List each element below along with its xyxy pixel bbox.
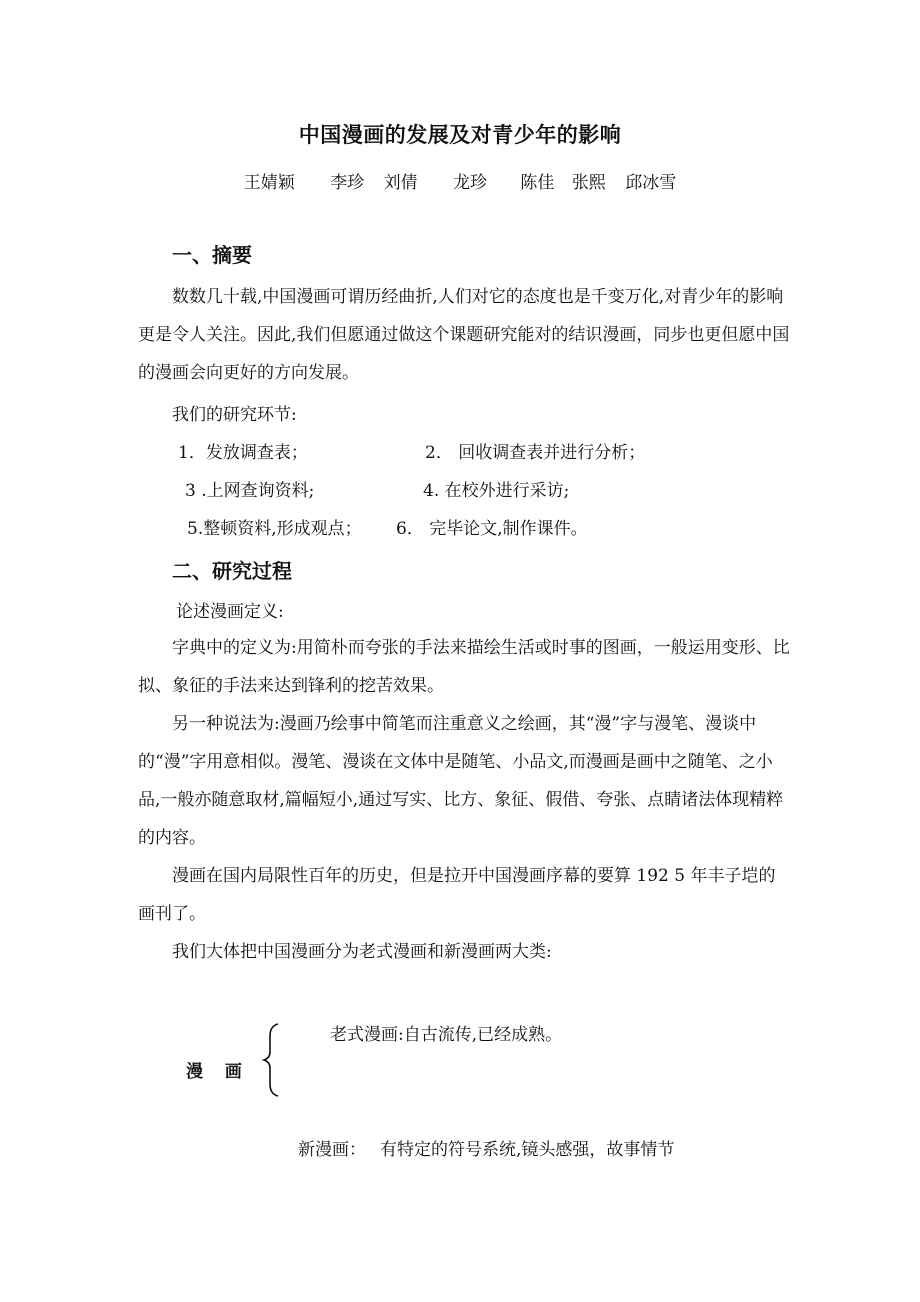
step-item: 2． 回收调查表并进行分析；: [425, 443, 646, 463]
new-comic-label: 新漫画：: [298, 1140, 366, 1160]
author-name: 陈佳: [520, 173, 555, 193]
author-name: 刘倩: [383, 173, 418, 193]
section-heading-process: 二、研究过程: [172, 559, 292, 583]
section-heading-abstract: 一、摘要: [172, 243, 252, 267]
definition-paragraph-2: 另一种说法为:漫画乃绘事中简笔而注重意义之绘画，其“漫”字与漫笔、漫谈中的“漫”字用意相似。漫笔、漫谈在文体中是随笔、小品文,而漫画是画中之随笔、之小品,一般亦随意取材,篇幅短小,通过写实、比方、象征、假借、夸张、点睛诸法体现精粹的内容。: [138, 714, 784, 848]
step-item: 3 .上网查询资料;: [185, 481, 315, 501]
author-list: [0, 168, 920, 193]
step-item: 1．发放调查表；: [178, 443, 308, 463]
author-name: 张熙: [571, 173, 606, 193]
step-item: 6． 完毕论文,制作课件。: [396, 519, 588, 539]
comic-category-label: 漫 画: [186, 1062, 250, 1082]
definition-paragraph-1: 字典中的定义为:用简朴而夸张的手法来描绘生活或时事的图画，一般运用变形、比拟、象征的手法来达到锋利的挖苦效果。: [138, 638, 790, 696]
document-title: 中国漫画的发展及对青少年的影响: [298, 123, 622, 147]
author-name: 王婧颖: [243, 173, 295, 193]
author-name: 龙珍: [453, 173, 487, 193]
history-paragraph: 漫画在国内局限性百年的历史，但是拉开中国漫画序幕的要算 192 5 年丰子垲的画刊了。: [138, 866, 776, 924]
step-item: 5.整顿资料,形成观点；: [187, 519, 362, 539]
author-name: 李珍: [330, 173, 365, 193]
new-comic-description: 有特定的符号系统,镜头感强，故事情节: [380, 1140, 675, 1160]
definition-intro: 论述漫画定义:: [176, 602, 284, 622]
classification-paragraph: 我们大体把中国漫画分为老式漫画和新漫画两大类:: [172, 942, 552, 962]
abstract-paragraph: 数数几十载,中国漫画可谓历经曲折,人们对它的态度也是千变万化,对青少年的影响更是令人关注。因此,我们但愿通过做这个课题研究能对的结识漫画，同步也更但愿中国的漫画会向更好的方向发展。: [138, 287, 790, 383]
step-item: 4. 在校外进行采访;: [423, 481, 570, 501]
steps-intro: 我们的研究环节:: [172, 405, 297, 425]
author-name: 邱冰雪: [625, 173, 677, 193]
curly-brace: [258, 1020, 288, 1100]
old-comic-description: 老式漫画:自古流传,已经成熟。: [330, 1025, 563, 1045]
